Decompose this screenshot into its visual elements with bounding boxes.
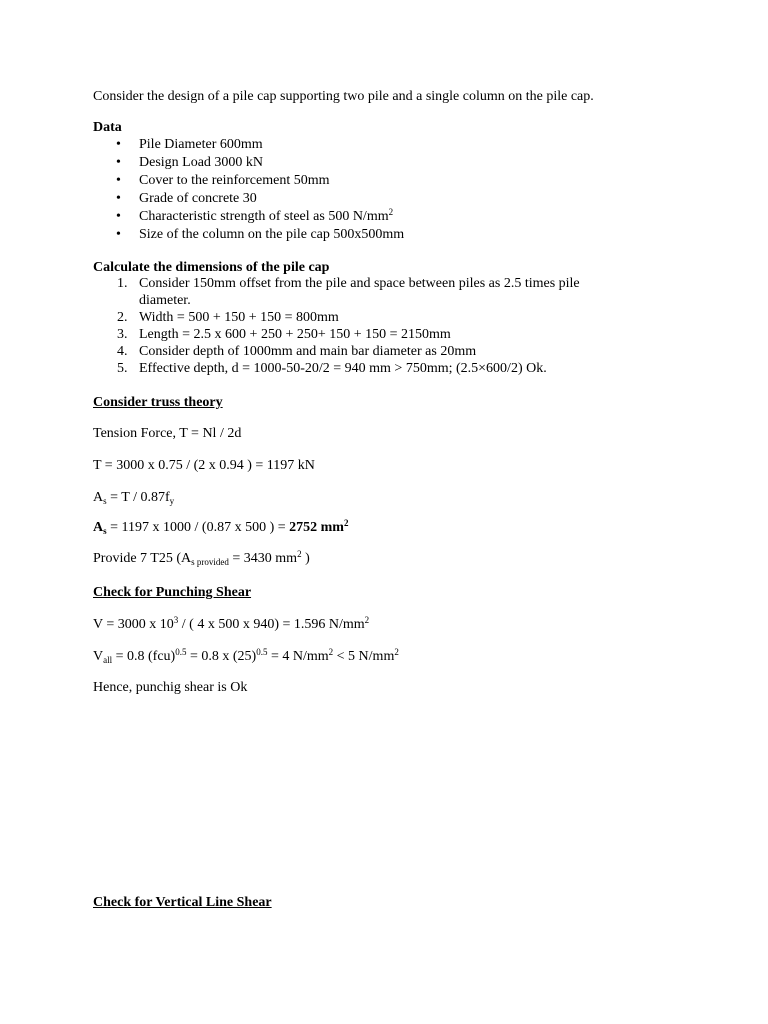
bullet-icon: • (116, 209, 121, 224)
vall-calc: $V_{all} = 0.8$ (fcu)$^{0.5}$ = 0.8 x $(25)^{0.5} = 4$ $N/mm^2 < 5$ $N/mm^2$ (93, 647, 399, 665)
bullet-icon: • (116, 227, 121, 242)
list-item: • Cover to the reinforcement 50mm (116, 173, 330, 188)
list-item: 5. Effective depth, d = 1000-50-20/2 = 940 mm > 750mm; (2.5×600/2) Ok. (117, 361, 547, 376)
truss-heading: Consider truss theory (93, 395, 223, 410)
tension-force-formula: Tension Force, T = Nl / 2d (93, 426, 242, 441)
provide-reinforcement: Provide 7 T25 ($A_{s provided} = 3430$ $mm^2$ ) (93, 549, 310, 567)
list-item-continuation: diameter. (139, 293, 191, 308)
intro-text: Consider the design of a pile cap supporting two pile and a single column on the pile cap. (93, 89, 594, 104)
list-item: • Design Load 3000 kN (116, 155, 264, 170)
data-heading: Data (93, 120, 122, 135)
list-item: • Characteristic strength of steel as 500 $N/mm^2$ (116, 207, 394, 224)
list-item: 1. Consider 150mm offset from the pile and space between piles as 2.5 times pile (117, 276, 580, 291)
list-item: • Size of the column on the pile cap 500x500mm (116, 227, 405, 242)
bullet-icon: • (116, 173, 121, 188)
bullet-icon: • (116, 137, 121, 152)
punching-conclusion: Hence, punchig shear is Ok (93, 680, 248, 695)
vertical-shear-heading: Check for Vertical Line Shear (93, 895, 272, 910)
list-item: 2. Width = 500 + 150 + 150 = 800mm (117, 310, 339, 325)
bullet-icon: • (116, 155, 121, 170)
list-item: • Pile Diameter 600mm (116, 137, 263, 152)
tension-calc: T = 3000 x 0.75 / (2 x 0.94 ) = 1197 kN (93, 458, 315, 473)
v-calc: V = 3000 x $10^3$ / ( 4 x 500 x 940) = 1.596 $N/mm^2$ (93, 615, 370, 632)
list-item: 4. Consider depth of 1000mm and main bar diameter as 20mm (117, 344, 477, 359)
as-calc: $A_s = 1197$ x 1000 / (0.87 x 500 ) = 2752 $mm^2$ (93, 518, 349, 536)
punching-heading: Check for Punching Shear (93, 585, 252, 600)
list-item: 3. Length = 2.5 x 600 + 250 + 250+ 150 + 150 = 2150mm (117, 327, 451, 342)
bullet-icon: • (116, 191, 121, 206)
dimensions-heading: Calculate the dimensions of the pile cap (93, 260, 330, 275)
list-item: • Grade of concrete 30 (116, 191, 257, 206)
as-formula: $A_s = T / 0.87f_y$ (93, 490, 175, 506)
